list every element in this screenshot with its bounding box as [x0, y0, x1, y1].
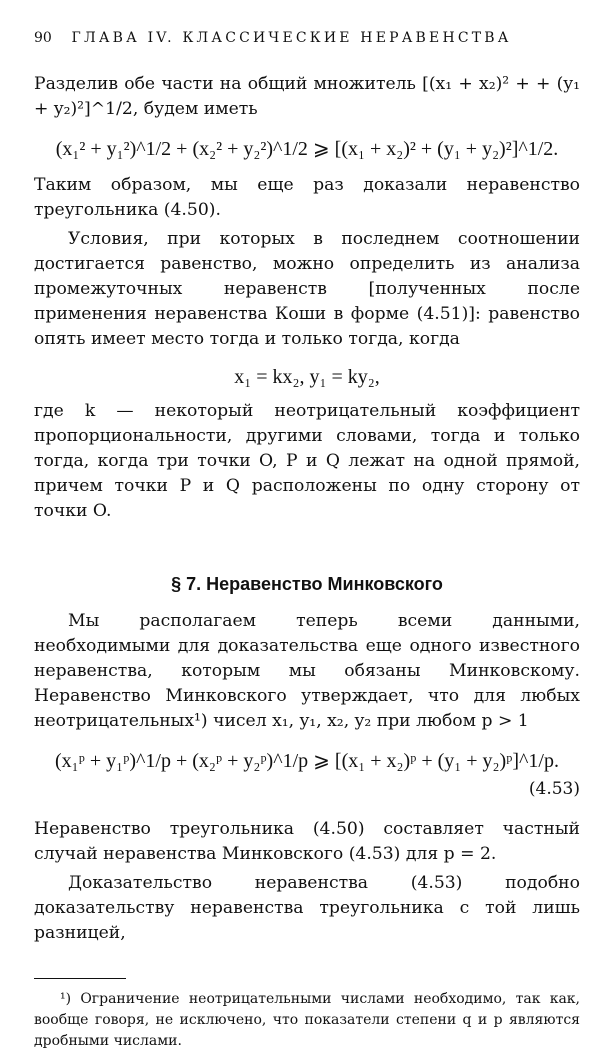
running-header — [34, 30, 580, 54]
paragraph-proof-start: Доказательство неравенства (4.53) подобно доказательству неравенства треугольника с той лишь разницей, — [34, 873, 580, 943]
book-page — [34, 30, 580, 1052]
footnote — [34, 989, 580, 1052]
formula-minkowski: (x₁ᵖ + y₁ᵖ)^1/p + (x₂ᵖ + y₂ᵖ)^1/p ⩾ [(x₁ + x₂)ᵖ + (y₁ + y₂)ᵖ]^1/p. — [55, 750, 559, 772]
paragraph-minkowski-intro: Мы располагаем теперь всеми данными, необходимыми для доказательства еще одного известного неравенства, которым мы обязаны Минковскому. Неравенство Минковского утверждает, что для любых неотрицательных¹) чисел x₁, y₁, x₂, y₂ при любом p > 1 — [34, 611, 580, 731]
paragraph-special-case: Неравенство треугольника (4.50) составляет частный случай неравенства Минковского (4.53) для p = 2. — [34, 819, 580, 864]
page-number: 90 — [34, 30, 52, 46]
formula-proportionality: x₁ = kx₂, y₁ = ky₂, — [234, 366, 380, 388]
formula-triangle-normalized: (x₁² + y₁²)^1/2 + (x₂² + y₂²)^1/2 ⩾ [(x₁ + x₂)² + (y₁ + y₂)²]^1/2. — [55, 138, 559, 160]
paragraph-conclusion: Таким образом, мы еще раз доказали неравенство треугольника (4.50). — [34, 175, 580, 220]
footnote-rule — [34, 978, 126, 979]
paragraph-proportionality: где k — некоторый неотрицательный коэффициент пропорциональности, другими словами, тогда и только тогда, когда три точки O, P и Q лежат на одной прямой, причем точки P и Q расположены по одну сторону от точки O. — [34, 401, 580, 521]
running-title: ГЛАВА IV. КЛАССИЧЕСКИЕ НЕРАВЕНСТВА — [71, 30, 512, 46]
section-title: § 7. Неравенство Минковского — [171, 574, 443, 594]
paragraph-equality-conditions: Условия, при которых в последнем соотношении достигается равенство, можно определить из анализа промежуточных неравенств [полученных после применения неравенства Коши в форме (4.51)]: равенство опять имеет место тогда и только тогда, когда — [34, 229, 580, 349]
paragraph-dividing: Разделив обе части на общий множитель [(x₁ + x₂)² + + (y₁ + y₂)²]^1/2, будем иметь — [34, 74, 580, 119]
equation-number: (4.53) — [528, 779, 580, 799]
footnote-text: ¹) Ограничение неотрицательными числами необходимо, так как, вообще говоря, не исключено, что показатели степени q и p являются дробными числами. — [34, 991, 580, 1049]
